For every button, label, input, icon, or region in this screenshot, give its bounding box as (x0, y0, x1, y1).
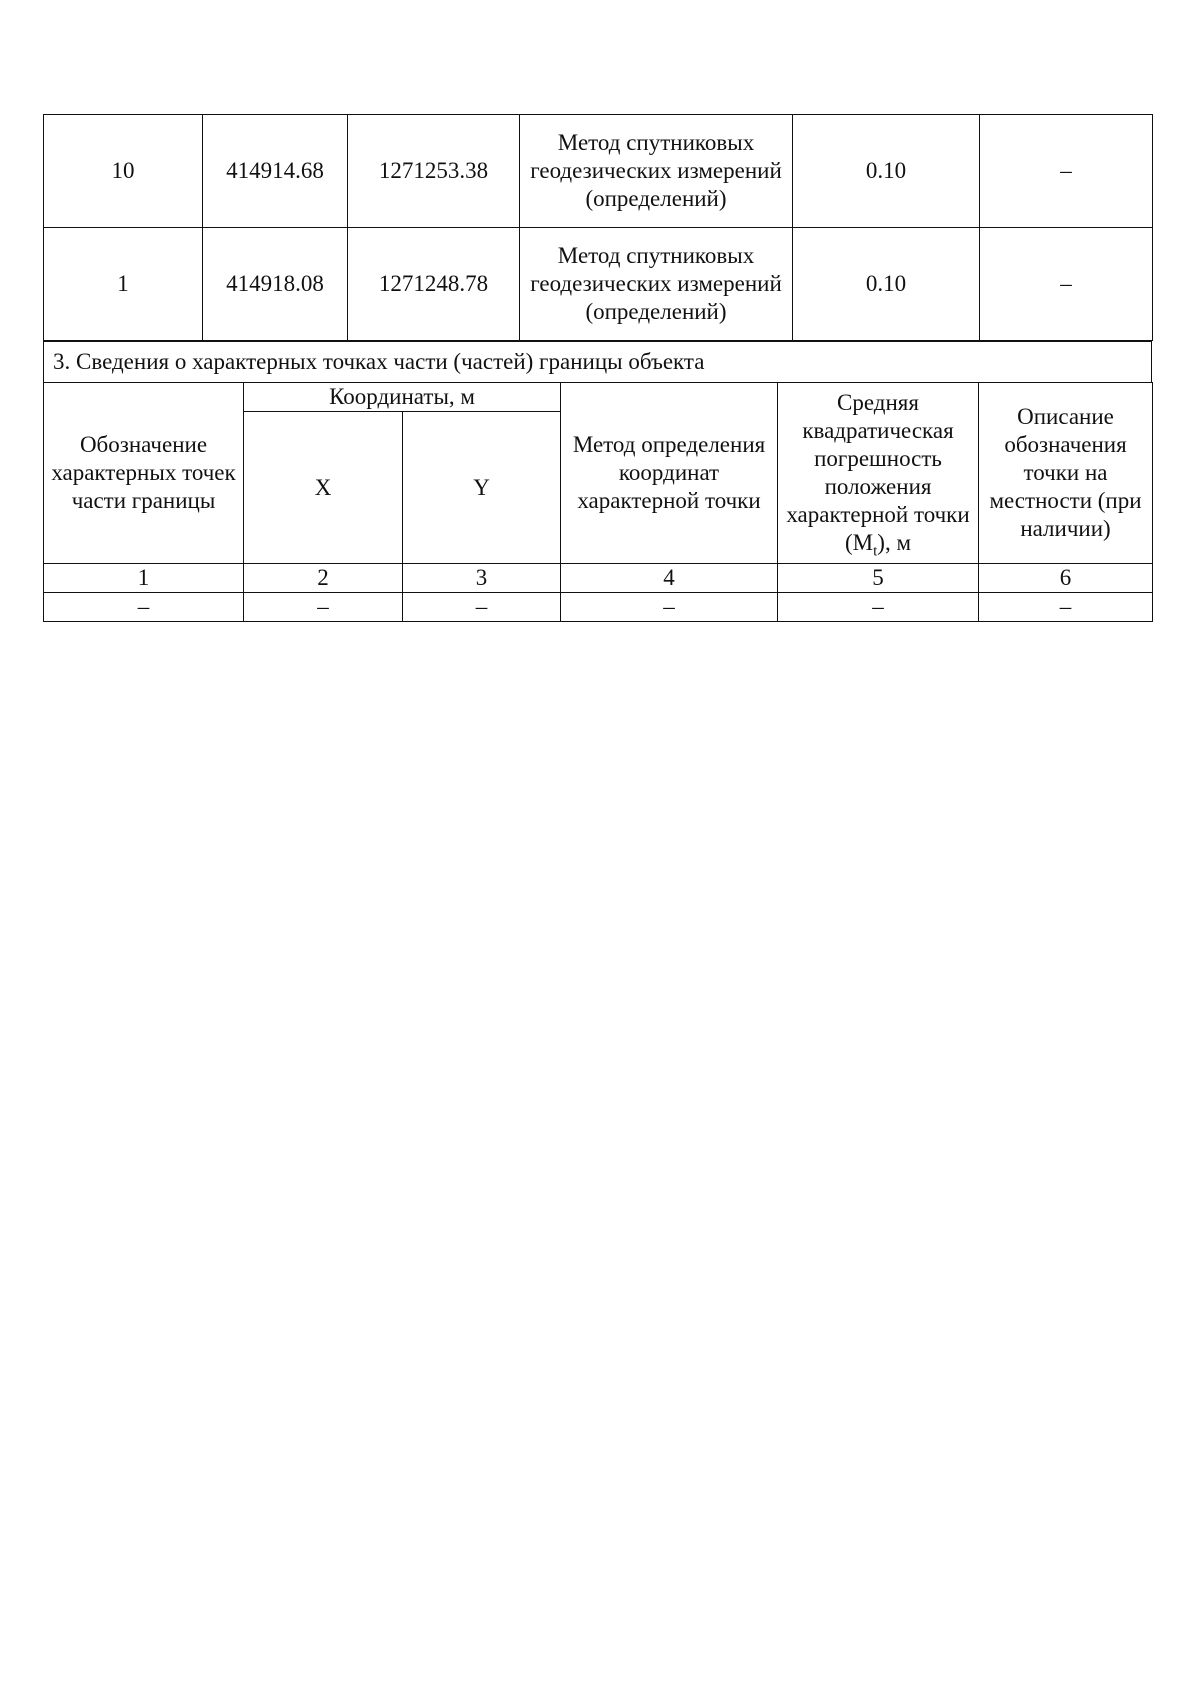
point-number-cell: 1 (44, 228, 203, 341)
part-boundary-points-table (43, 382, 1153, 622)
description-cell: – (980, 115, 1153, 228)
method-header: Метод определения координат характерной точки (561, 383, 778, 564)
designation-header: Обозначение характерных точек части границы (44, 383, 244, 564)
y-header: Y (403, 412, 561, 564)
error-header-subscript: t (873, 543, 878, 560)
table-row (44, 593, 1153, 622)
column-number: 3 (403, 564, 561, 593)
point-number-cell: 10 (44, 115, 203, 228)
error-cell: 0.10 (793, 228, 980, 341)
error-header-text: Средняя квадратическая погрешность положения характерной точки (M (786, 390, 970, 555)
error-header (778, 383, 979, 564)
boundary-points-table (43, 114, 1153, 341)
x-coordinate-cell: – (244, 593, 403, 622)
error-cell: 0.10 (793, 115, 980, 228)
column-number: 4 (561, 564, 778, 593)
column-number: 5 (778, 564, 979, 593)
error-cell: – (778, 593, 979, 622)
description-cell: – (979, 593, 1153, 622)
method-cell: Метод спутниковых геодезических измерений (определений) (520, 228, 793, 341)
x-coordinate-cell: 414914.68 (203, 115, 348, 228)
table-row (44, 115, 1153, 228)
column-number: 6 (979, 564, 1153, 593)
designation-cell: – (44, 593, 244, 622)
description-header: Описание обозначения точки на местности (при наличии) (979, 383, 1153, 564)
column-numbers-row (44, 564, 1153, 593)
coordinates-header: Координаты, м (244, 383, 561, 412)
y-coordinate-cell: – (403, 593, 561, 622)
section-title: 3. Сведения о характерных точках части (частей) границы объекта (44, 342, 1152, 383)
method-cell: – (561, 593, 778, 622)
method-cell: Метод спутниковых геодезических измерений (определений) (520, 115, 793, 228)
error-header-unit: ), м (877, 530, 912, 555)
description-cell: – (980, 228, 1153, 341)
header-row (44, 383, 1153, 412)
column-number: 1 (44, 564, 244, 593)
x-coordinate-cell: 414918.08 (203, 228, 348, 341)
x-header: X (244, 412, 403, 564)
y-coordinate-cell: 1271253.38 (348, 115, 520, 228)
section-title-table (43, 341, 1152, 383)
column-number: 2 (244, 564, 403, 593)
table-row (44, 228, 1153, 341)
y-coordinate-cell: 1271248.78 (348, 228, 520, 341)
